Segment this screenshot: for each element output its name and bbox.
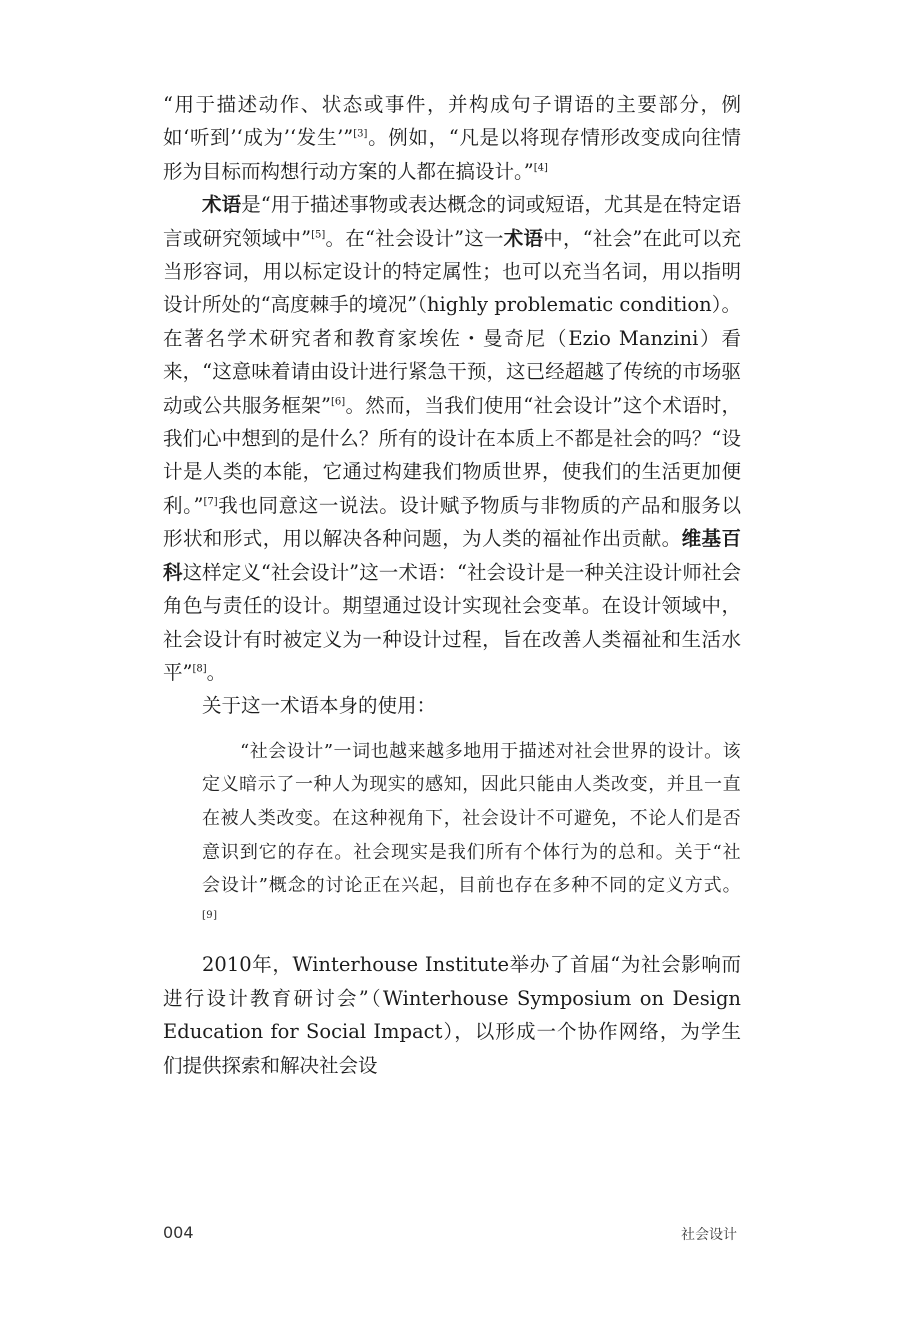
paragraph-2-b: 。在“社会设计”这一 — [325, 226, 504, 250]
paragraph-2-g: 。 — [206, 660, 227, 684]
paragraph-1 — [163, 88, 741, 188]
citation-8: [8] — [192, 663, 207, 675]
paragraph-2-e: 我也同意这一说法。设计赋予物质与非物质的产品和服务以形状和形式，用以解决各种问题，为人类的福祉作出贡献。 — [163, 493, 741, 551]
quote-body: “社会设计”一词也越来越多地用于描述对社会世界的设计。该定义暗示了一种人为现实的感知，因此只能由人类改变，并且一直在被人类改变。在这种视角下，社会设计不可避免，不论人们是否意识到它的存在。社会现实是我们所有个体行为的总和。关于“社会设计”概念的讨论正在兴起，目前也存在多种不同的定义方式。 — [202, 740, 741, 897]
block-quote-text — [202, 735, 741, 937]
paragraph-4: 2010年，Winterhouse Institute举办了首届“为社会影响而进行设计教育研讨会”（Winterhouse Symposium on Design Education for Social Impact），以形成一个协作网络，为学生们提供探索和解决社会设 — [163, 953, 741, 1077]
citation-3: [3] — [353, 128, 368, 140]
citation-4: [4] — [533, 162, 548, 174]
page-number: 004 — [163, 1223, 194, 1242]
term-heading: 术语 — [202, 193, 242, 217]
paragraph-2-c: 中，“社会”在此可以充当形容词，用以标定设计的特定属性；也可以充当名词，用以指明设计所处的“高度棘手的境况”（highly problematic condition）。在著名学术研究者和教育家埃佐・曼奇尼（Ezio Manzini）看来，“这意味着请由设计进行紧急干预，这已经超越了传统的市场驱动或公共服务框架” — [163, 226, 741, 417]
block-quote — [163, 735, 741, 937]
paragraph-2-d: 。然而，当我们使用“社会设计”这个术语时，我们心中想到的是什么？所有的设计在本质上不都是社会的吗？“设计是人类的本能，它通过构建我们物质世界，使我们的生活更加便利。” — [163, 393, 741, 517]
running-title: 社会设计 — [681, 1227, 737, 1243]
term-inline: 术语 — [503, 226, 544, 250]
wikipedia-term: 维基百科 — [163, 527, 741, 584]
paragraph-1-tail: 。例如，“凡是以将现存情形改变成向往情形为目标而构想行动方案的人都在搞设计。” — [163, 126, 741, 183]
paragraph-2-f: 这样定义“社会设计”这一术语：“社会设计是一种关注设计师社会角色与责任的设计。期望通过设计实现社会变革。在设计领域中，社会设计有时被定义为一种设计过程，旨在改善人类福祉和生活水平” — [163, 560, 741, 684]
body-text — [163, 88, 741, 1082]
citation-9: [9] — [202, 909, 218, 921]
paragraph-3: 关于这一术语本身的使用： — [202, 694, 437, 718]
paragraph-2 — [163, 188, 741, 689]
paragraph-2-a: 是“用于描述事物或表达概念的词或短语，尤其是在特定语言或研究领域中” — [163, 193, 741, 250]
paragraph-1-text: “用于描述动作、状态或事件，并构成句子谓语的主要部分，例如‘听到’‘成为’‘发生’” — [163, 93, 741, 150]
citation-7: [7] — [203, 496, 218, 508]
citation-5: [5] — [311, 229, 326, 241]
citation-6: [6] — [331, 396, 346, 408]
